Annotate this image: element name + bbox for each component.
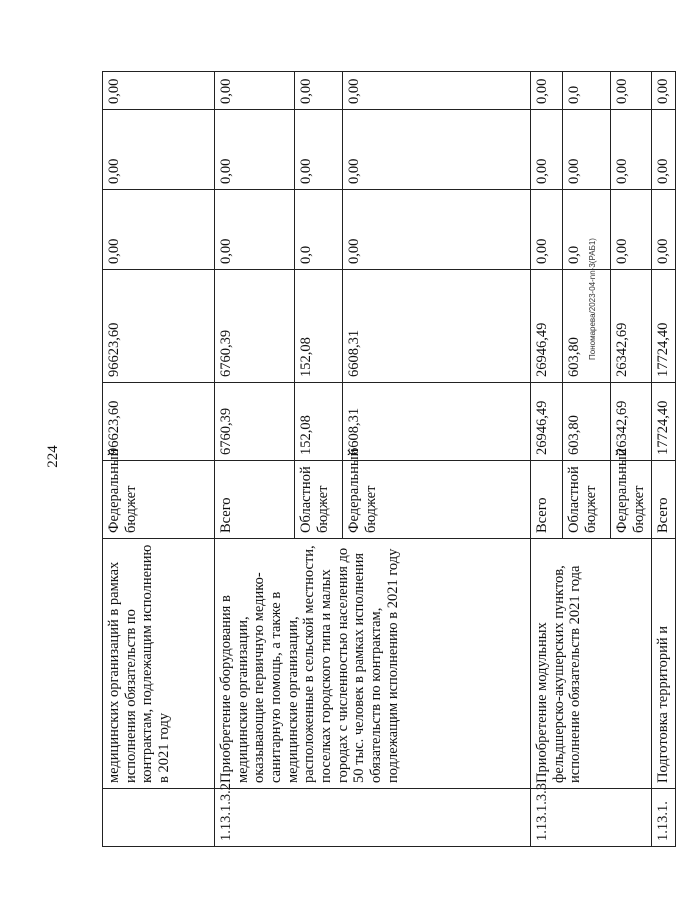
table-row [531, 72, 563, 847]
row-name-cell: Приобретение модульных фельдшерско-акушерских пунктов, исполнение обязательств 2021 года [531, 539, 652, 789]
funding-source-cell: Всего [652, 461, 676, 539]
value-cell-v4: 0,00 [215, 110, 295, 190]
value-cell-v1: 603,80 [563, 383, 611, 461]
funding-source-cell: Федеральный бюджет [103, 461, 215, 539]
page-number: 224 [44, 445, 61, 468]
value-cell-v1: 6608,31 [343, 383, 531, 461]
value-cell-v3: 0,00 [215, 190, 295, 270]
value-cell-v3: 0,0 [295, 190, 343, 270]
value-cell-v5: 0,00 [611, 72, 652, 110]
value-cell-v1: 152,08 [295, 383, 343, 461]
value-cell-v4: 0,00 [563, 110, 611, 190]
row-code-cell [103, 789, 215, 847]
table-row [215, 72, 295, 847]
value-cell-v5: 0,00 [103, 72, 215, 110]
row-code-cell: 1.13.1. [652, 789, 676, 847]
value-cell-v3: 0,00 [343, 190, 531, 270]
document-code: Пономарева/2023-04-nn-3(РАБ1) [588, 238, 597, 360]
value-cell-v2: 6608,31 [343, 270, 531, 383]
row-name-cell: медицинских организаций в рамках исполнения обязательств по контрактам, подлежащим исполнению в 2021 году [103, 539, 215, 789]
table-row [652, 72, 676, 847]
value-cell-v3: 0,00 [611, 190, 652, 270]
value-cell-v1: 26342,69 [611, 383, 652, 461]
value-cell-v2: 26342,69 [611, 270, 652, 383]
value-cell-v2: 603,80 [563, 270, 611, 383]
value-cell-v5: 0,00 [343, 72, 531, 110]
value-cell-v5: 0,0 [563, 72, 611, 110]
table-row [103, 72, 215, 847]
value-cell-v3: 0,00 [103, 190, 215, 270]
value-cell-v4: 0,00 [531, 110, 563, 190]
value-cell-v1: 6760,39 [215, 383, 295, 461]
value-cell-v4: 0,00 [611, 110, 652, 190]
value-cell-v4: 0,00 [343, 110, 531, 190]
value-cell-v3: 0,00 [531, 190, 563, 270]
row-code-cell: 1.13.1.3.3 [531, 789, 652, 847]
value-cell-v2: 96623,60 [103, 270, 215, 383]
value-cell-v5: 0,00 [215, 72, 295, 110]
value-cell-v3: 0,00 [652, 190, 676, 270]
funding-source-cell: Областной бюджет [295, 461, 343, 539]
value-cell-v5: 0,00 [531, 72, 563, 110]
value-cell-v5: 0,00 [652, 72, 676, 110]
funding-source-cell: Областной бюджет [563, 461, 611, 539]
value-cell-v2: 17724,40 [652, 270, 676, 383]
value-cell-v1: 96623,60 [103, 383, 215, 461]
value-cell-v2: 6760,39 [215, 270, 295, 383]
funding-source-cell: Всего [531, 461, 563, 539]
value-cell-v3: 0,0 [563, 190, 611, 270]
value-cell-v1: 26946,49 [531, 383, 563, 461]
value-cell-v1: 17724,40 [652, 383, 676, 461]
value-cell-v2: 152,08 [295, 270, 343, 383]
value-cell-v5: 0,00 [295, 72, 343, 110]
funding-source-cell: Всего [215, 461, 295, 539]
funding-source-cell: Федеральный бюджет [343, 461, 531, 539]
row-code-cell: 1.13.1.3.2 [215, 789, 531, 847]
row-name-cell: Подготовка территорий и [652, 539, 676, 789]
funding-source-cell: Федеральный бюджет [611, 461, 652, 539]
value-cell-v4: 0,00 [103, 110, 215, 190]
value-cell-v4: 0,00 [652, 110, 676, 190]
value-cell-v2: 26946,49 [531, 270, 563, 383]
row-name-cell: Приобретение оборудования в медицинские организации, оказывающие первичную медико-санитарную помощь, а также в медицинские организации, расположенные в сельской местности, поселках городского типа и малых городах с численностью населения до 50 тыс. человек в рамках исполнения обязательств по контрактам, подлежащим исполнению в 2021 году [215, 539, 531, 789]
value-cell-v4: 0,00 [295, 110, 343, 190]
budget-table [102, 71, 676, 847]
